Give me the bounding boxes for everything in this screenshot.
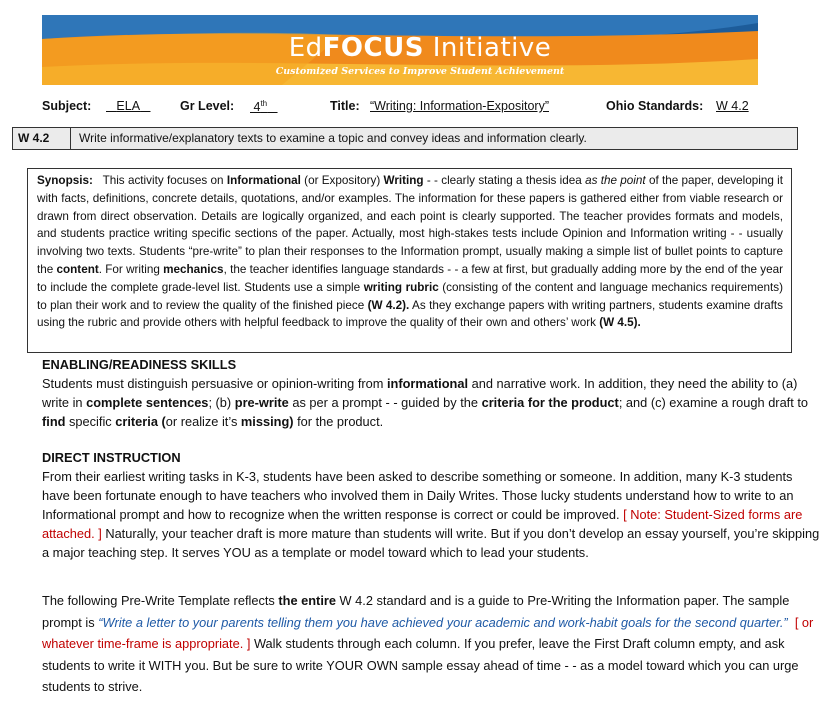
title-label: Title: — [330, 99, 360, 113]
standards-value: W 4.2 — [716, 99, 749, 113]
direct-instruction-section — [42, 448, 822, 562]
sample-prompt: “Write a letter to your parents telling them you have achieved your academic and work-habit goals for the second quarter.” — [98, 614, 788, 630]
title-value: “Writing: Information-Expository” — [370, 99, 549, 113]
direct-instruction-heading: DIRECT INSTRUCTION — [42, 450, 181, 465]
standard-box — [12, 127, 798, 150]
timeframe-note: [ or whatever time-frame is appropriate. ] — [42, 614, 814, 651]
enabling-heading: ENABLING/READINESS SKILLS — [42, 357, 237, 372]
lesson-meta — [42, 99, 802, 117]
standard-code: W 4.2 — [13, 128, 71, 149]
synopsis-box: Synopsis: This activity focuses on Informational (or Expository) Writing - - clearly stating a thesis idea as the point of the paper, developing it with facts, definitions, concrete details, quotations, and/or examples. The information for these papers is gathered either from viable research or drawn from direct observation. Details are logically organized, and each point is clearly supported. The teacher provides formats and models, and students practice writing specific sections of the paper. Actually, most high-stakes tests include Opinion and Information writing - - usually involving two texts. Students “pre-write” to plan their responses to the Information prompt, usually making a simple list of bullet points to capture the content. For writing mechanics, the teacher identifies language standards - - a few at first, but gradually adding more by the end of the year to include the complete grade-level list. Students use a simple writing rubric (consisting of the content and language mechanics requirements) to plan their work and to review the quality of the finished piece (W 4.2). As they exchange papers with writing partners, students examine drafts using the rubric and provide others with helpful feedback to improve the quality of their own and others’ work (W 4.5). — [27, 168, 792, 353]
edfocus-banner — [42, 15, 758, 85]
banner-title: EdFOCUS Initiative — [288, 33, 552, 63]
student-forms-note: [ Note: Student-Sized forms are attached. ] — [42, 507, 803, 541]
prewrite-template-text: The following Pre-Write Template reflects the entire W 4.2 standard and is a guide to Pre-Writing the Information paper. The sample prompt is “Write a letter to your parents telling them you have achieved your academic and work-habit goals for the second quarter.” [ or whatever time-frame is appropriate. ] Walk students through each column. If you prefer, leave the First Draft column empty, and ask students to write it WITH you. But be sure to write YOUR OWN sample essay ahead of time - - as a model toward which you can urge students to strive. — [42, 593, 814, 694]
synopsis-label: Synopsis: — [37, 174, 93, 187]
standards-label: Ohio Standards: — [606, 99, 704, 113]
direct-instruction-text: From their earliest writing tasks in K-3, students have been asked to describe something or someone. In addition, many K-3 students have been fortunate enough to have teachers who involved them in Daily Writes. Those lucky students understand how to write to an Informational prompt and how to recognize when the written response is correct or could be improved. [ Note: Student-Sized forms are attached. ] Naturally, your teacher draft is more mature than students will write. But if you don’t develop an essay yourself, you’re skipping a major teaching step. It serves YOU as a template or model toward which to lead your students. — [42, 469, 820, 560]
subject-value: ELA — [116, 99, 141, 113]
subject-label: Subject: — [42, 99, 92, 113]
prewrite-template-section — [42, 590, 822, 698]
grade-label: Gr Level: — [180, 99, 235, 113]
grade-value: 4th — [253, 99, 268, 115]
banner-tagline: Customized Services to Improve Student Achievement — [275, 66, 565, 77]
enabling-text: Students must distinguish persuasive or opinion-writing from informational and narrative work. In addition, they need the ability to (a) write in complete sentences; (b) pre-write as per a prompt - - guided by the criteria for the product; and (c) examine a rough draft to find specific criteria (or realize it’s missing) for the product. — [42, 376, 809, 429]
enabling-section — [42, 355, 822, 431]
standard-text: Write informative/explanatory texts to examine a topic and convey ideas and information clearly. — [79, 131, 587, 145]
